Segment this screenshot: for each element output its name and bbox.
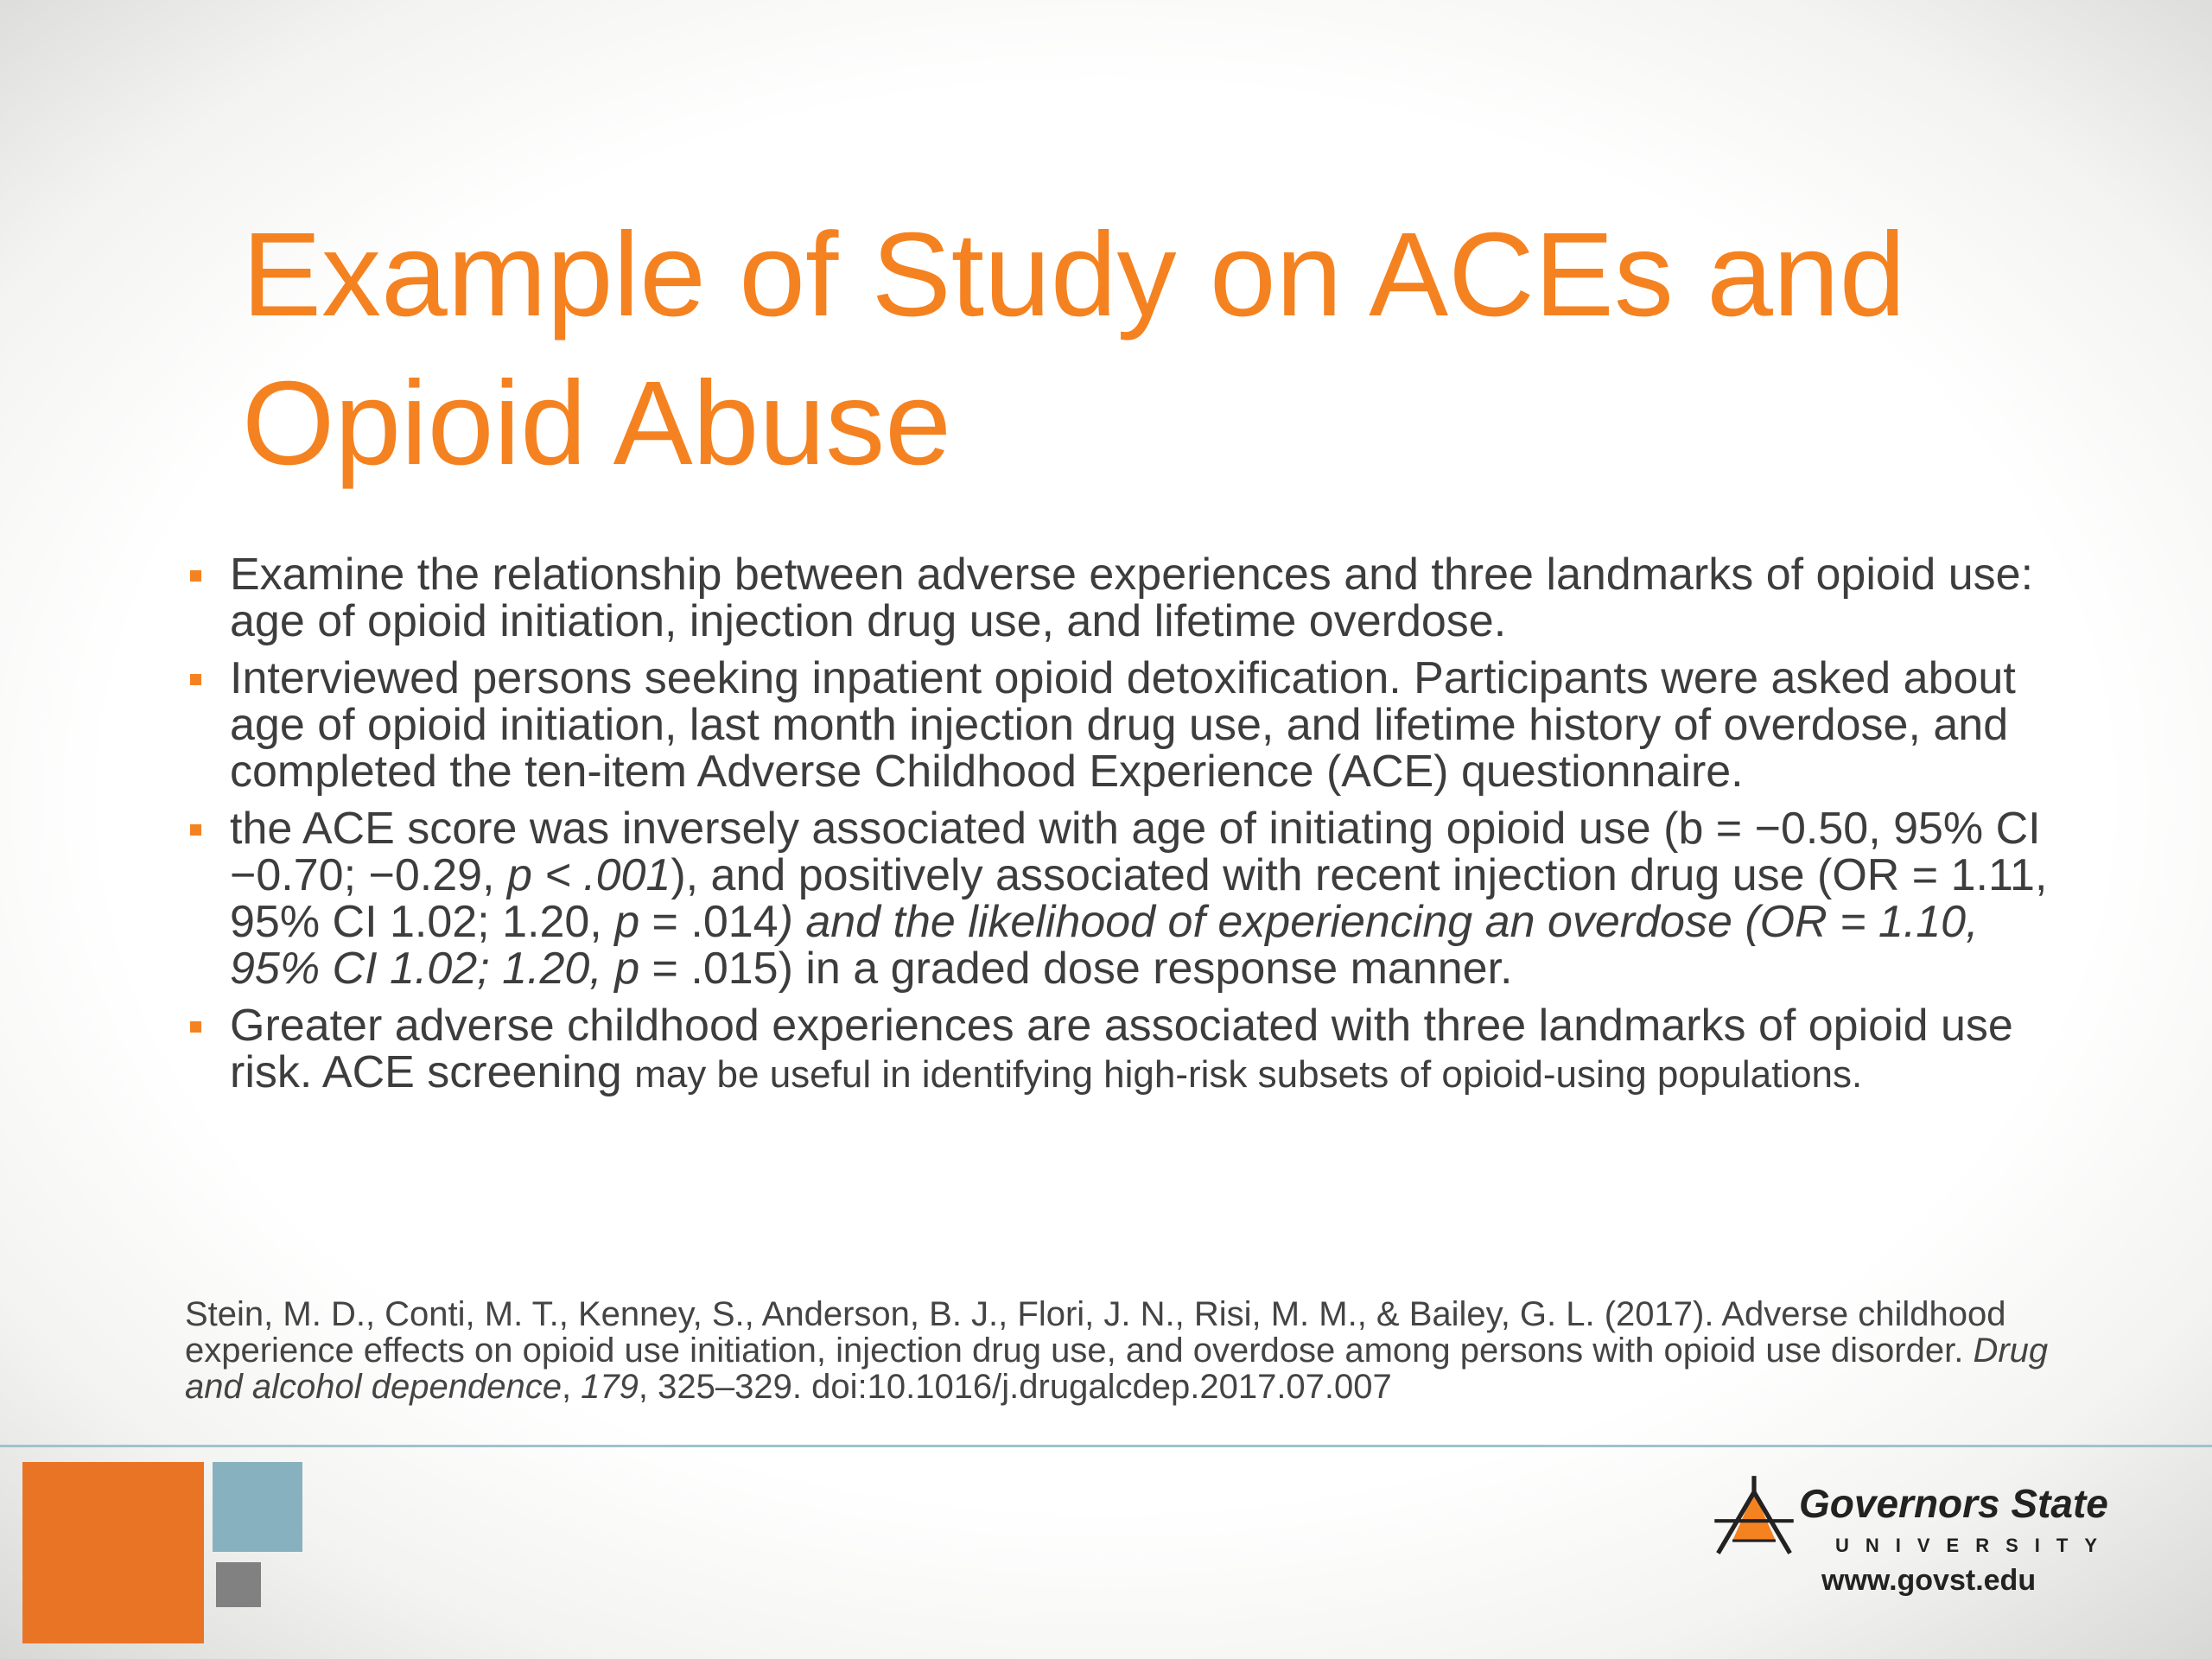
square-bullet-icon bbox=[190, 570, 201, 582]
citation bbox=[185, 1296, 2069, 1405]
square-bullet-icon bbox=[190, 1021, 201, 1033]
conclusion-text-2: may be useful in identifying high-risk subsets of opioid-using populations. bbox=[634, 1053, 1863, 1096]
results-p-label-2: p bbox=[614, 897, 640, 947]
results-p-value-1: p < .001 bbox=[506, 850, 671, 900]
bullet-item-objective bbox=[188, 551, 2055, 645]
bullet-item-conclusion bbox=[188, 1002, 2055, 1098]
bullet-text-method: Interviewed persons seeking inpatient opioid detoxification. Participants were asked about age of opioid initiation, last month injection drug use, and lifetime history of overdose, and completed the ten-item Adverse Childhood Experience (ACE) questionnaire. bbox=[230, 653, 2016, 797]
citation-pages: , 325–329. doi:10.1016/j.drugalcdep.2017.07.007 bbox=[638, 1368, 1392, 1406]
slide-title bbox=[242, 200, 2056, 498]
slide-title-line-1: Example of Study on ACEs and bbox=[242, 208, 1906, 341]
university-logo-icon bbox=[1709, 1472, 1799, 1562]
bullet-list bbox=[188, 551, 2055, 1109]
decorative-blue-square bbox=[213, 1462, 302, 1552]
bullet-item-results bbox=[188, 805, 2055, 992]
footer-divider bbox=[0, 1445, 2212, 1447]
bullet-text-conclusion bbox=[230, 1002, 2055, 1098]
results-text-4: ) and the likelihood of experiencing an overdose (OR = 1.10, 95% CI 1.02; 1.20, bbox=[230, 897, 1979, 994]
citation-authors: Stein, M. D., Conti, M. T., Kenney, S., Anderson, B. J., Flori, J. N., Risi, M. M., & Bailey, G. L. (2017). Adverse childhood experience effects on opioid use initiation, injection drug use, and overdose among persons with opioid use disorder. bbox=[185, 1295, 2006, 1370]
square-bullet-icon bbox=[190, 674, 201, 685]
bullet-text-objective: Examine the relationship between adverse experiences and three landmarks of opioid use: age of opioid initiation, injection drug use, and lifetime overdose. bbox=[230, 550, 2034, 646]
university-logo bbox=[1709, 1469, 2124, 1607]
bullet-item-method bbox=[188, 655, 2055, 795]
conclusion-text-1: Greater adverse childhood experiences are associated with three landmarks of opioid use risk. ACE screening bbox=[230, 1001, 2013, 1097]
university-logo-subtitle: UNIVERSITY bbox=[1835, 1535, 2114, 1556]
citation-journal: Drug and alcohol dependence bbox=[185, 1332, 2049, 1406]
university-website: www.govst.edu bbox=[1821, 1564, 2037, 1597]
university-logo-name: Governors State bbox=[1799, 1481, 2108, 1526]
results-text-5: = .015) in a graded dose response manner. bbox=[639, 944, 1513, 994]
results-text-1: the ACE score was inversely associated with age of initiating opioid use (b = −0.50, 95% CI −0.70; −0.29, bbox=[230, 804, 2041, 900]
decorative-gray-square bbox=[216, 1562, 261, 1607]
square-bullet-icon bbox=[190, 824, 201, 836]
results-text-3: = .014 bbox=[639, 897, 779, 947]
decorative-orange-square bbox=[22, 1462, 204, 1643]
citation-comma: , bbox=[561, 1368, 582, 1406]
slide-title-line-2: Opioid Abuse bbox=[242, 357, 951, 490]
results-p-label-3: p bbox=[614, 944, 640, 994]
bullet-text-results bbox=[230, 805, 2055, 992]
results-text-2: ), and positively associated with recent injection drug use (OR = 1.11, 95% CI 1.02; 1.20, bbox=[230, 850, 2048, 947]
citation-volume: 179 bbox=[581, 1368, 639, 1406]
